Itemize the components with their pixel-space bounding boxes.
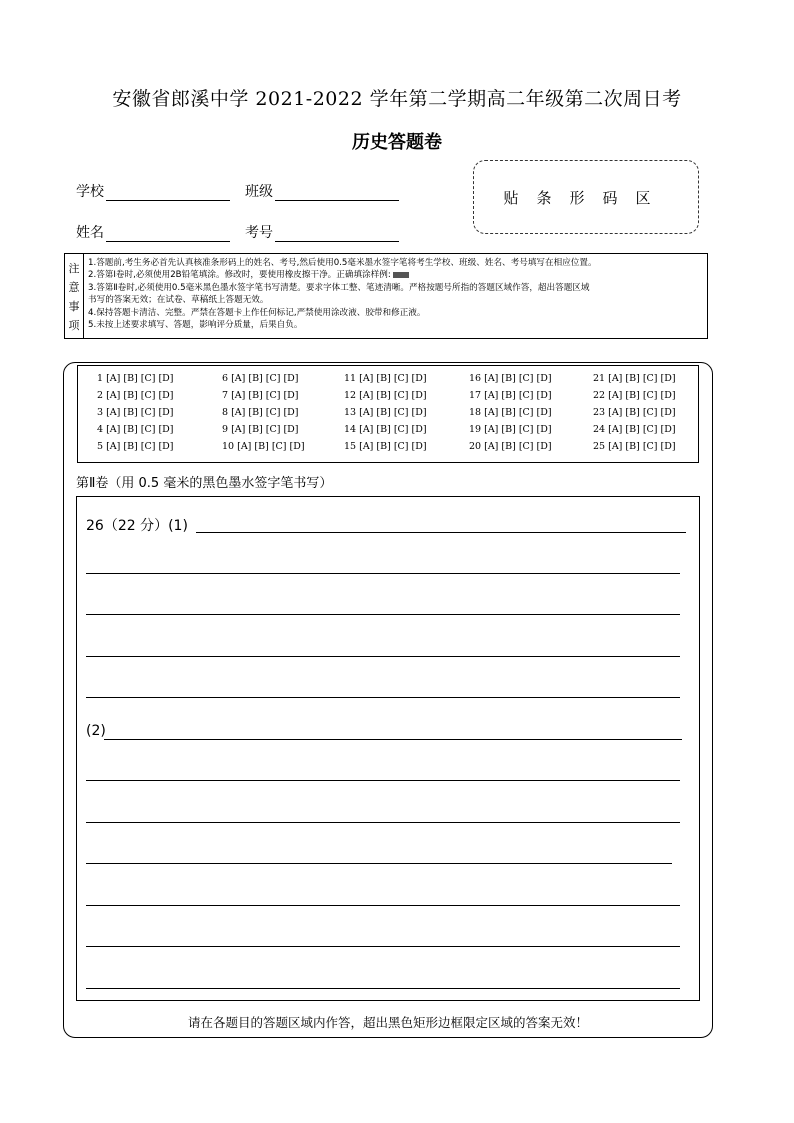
notice-items [84, 254, 707, 338]
answer-line[interactable] [86, 988, 680, 989]
choice-item-18[interactable]: 18 [A] [B] [C] [D] [469, 407, 552, 418]
choice-item-3[interactable]: 3 [A] [B] [C] [D] [97, 407, 174, 418]
exam-no-label: 考号 [245, 225, 273, 241]
class-input-line[interactable] [275, 184, 399, 201]
fill-sample-icon [393, 272, 409, 278]
exam-title: 安徽省郎溪中学 2021-2022 学年第二学期高二年级第二次周日考 [112, 88, 682, 110]
school-label: 学校 [76, 184, 104, 200]
choice-item-19[interactable]: 19 [A] [B] [C] [D] [469, 424, 552, 435]
notice-item [88, 269, 703, 281]
answer-line[interactable] [86, 863, 672, 864]
notice-item: 5.未按上述要求填写、答题，影响评分质量，后果自负。 [88, 320, 303, 331]
answer-line[interactable] [104, 739, 682, 740]
choice-item-7[interactable]: 7 [A] [B] [C] [D] [222, 390, 299, 401]
choice-item-5[interactable]: 5 [A] [B] [C] [D] [97, 441, 174, 452]
notice-label [65, 254, 84, 338]
answer-line[interactable] [196, 532, 686, 533]
choice-item-20[interactable]: 20 [A] [B] [C] [D] [469, 441, 552, 452]
notice-label-char: 项 [68, 318, 80, 332]
choice-item-8[interactable]: 8 [A] [B] [C] [D] [222, 407, 299, 418]
answer-sheet-subtitle: 历史答题卷 [352, 132, 442, 153]
choice-item-24[interactable]: 24 [A] [B] [C] [D] [593, 424, 676, 435]
choice-item-16[interactable]: 16 [A] [B] [C] [D] [469, 373, 552, 384]
choice-item-1[interactable]: 1 [A] [B] [C] [D] [97, 373, 174, 384]
choice-item-13[interactable]: 13 [A] [B] [C] [D] [344, 407, 427, 418]
choice-item-12[interactable]: 12 [A] [B] [C] [D] [344, 390, 427, 401]
choice-item-4[interactable]: 4 [A] [B] [C] [D] [97, 424, 174, 435]
choice-item-17[interactable]: 17 [A] [B] [C] [D] [469, 390, 552, 401]
choice-item-15[interactable]: 15 [A] [B] [C] [D] [344, 441, 427, 452]
choice-item-9[interactable]: 9 [A] [B] [C] [D] [222, 424, 299, 435]
answer-line[interactable] [86, 905, 680, 906]
barcode-area: 贴条形码区 [473, 160, 699, 234]
school-input-line[interactable] [106, 184, 230, 201]
notice-item: 3.答第Ⅱ卷时,必须使用0.5毫米黑色墨水签字笔书写清楚。要求字体工整、笔迹清晰。严格按题号所指的答题区域作答，超出答题区域 [88, 282, 590, 293]
choice-item-10[interactable]: 10 [A] [B] [C] [D] [222, 441, 305, 452]
answer-line[interactable] [86, 656, 680, 657]
name-input-line[interactable] [106, 225, 230, 242]
name-field [76, 222, 230, 242]
school-field [76, 181, 230, 201]
choice-item-23[interactable]: 23 [A] [B] [C] [D] [593, 407, 676, 418]
exam-no-input-line[interactable] [275, 225, 399, 242]
notice-item-text: 2.答第Ⅰ卷时,必须使用2B铅笔填涂。修改时，要使用橡皮擦干净。正确填涂样例: [88, 270, 391, 281]
notice-item: 书写的答案无效；在试卷、草稿纸上答题无效。 [88, 295, 269, 306]
choice-item-25[interactable]: 25 [A] [B] [C] [D] [593, 441, 676, 452]
notice-label-char: 意 [68, 280, 80, 294]
name-label: 姓名 [76, 225, 104, 241]
answer-line[interactable] [86, 697, 680, 698]
choice-item-14[interactable]: 14 [A] [B] [C] [D] [344, 424, 427, 435]
answer-line[interactable] [86, 946, 680, 947]
notice-item: 4.保持答题卡清洁、完整。严禁在答题卡上作任何标记,严禁使用涂改液、胶带和修正液。 [88, 307, 426, 318]
choice-item-6[interactable]: 6 [A] [B] [C] [D] [222, 373, 299, 384]
notice-label-char: 事 [68, 299, 80, 313]
question-26-part-2-label: (2) [86, 723, 106, 739]
answer-line[interactable] [86, 780, 680, 781]
notice-box [64, 253, 708, 339]
choice-item-11[interactable]: 11 [A] [B] [C] [D] [344, 373, 427, 384]
question-26-label: 26（22 分）(1) [86, 518, 188, 534]
notice-item: 1.答题前,考生务必首先认真核准条形码上的姓名、考号,然后使用0.5毫米墨水签字笔将考生学校、班级、姓名、考号填写在相应位置。 [88, 258, 597, 268]
answer-line[interactable] [86, 822, 680, 823]
answer-line[interactable] [86, 614, 680, 615]
choice-item-22[interactable]: 22 [A] [B] [C] [D] [593, 390, 676, 401]
exam-no-field [245, 222, 399, 242]
footer-warning: 请在各题目的答题区域内作答，超出黑色矩形边框限定区域的答案无效！ [187, 1015, 588, 1030]
class-field [245, 181, 399, 201]
question-26-answer-box [76, 496, 700, 1001]
class-label: 班级 [245, 184, 273, 200]
notice-label-char: 注 [68, 261, 80, 275]
section-2-title: 第Ⅱ卷（用 0.5 毫米的黑色墨水签字笔书写） [76, 476, 333, 491]
choice-item-21[interactable]: 21 [A] [B] [C] [D] [593, 373, 676, 384]
choice-item-2[interactable]: 2 [A] [B] [C] [D] [97, 390, 174, 401]
answer-line[interactable] [86, 573, 680, 574]
